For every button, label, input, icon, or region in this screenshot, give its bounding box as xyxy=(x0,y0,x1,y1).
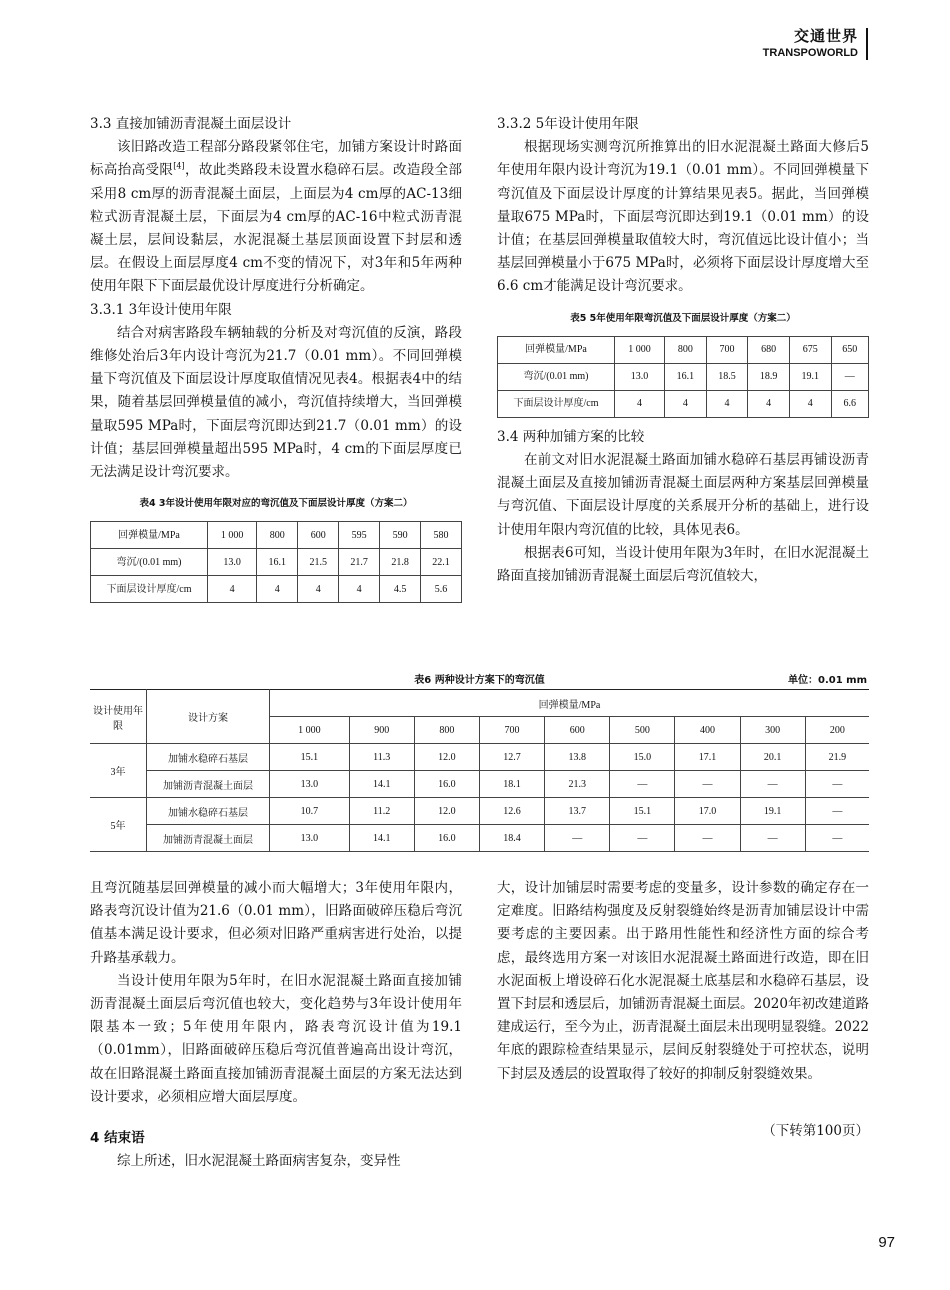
table-cell: 16.0 xyxy=(414,771,479,798)
table-cell: 5.6 xyxy=(421,576,462,603)
table-header-cell: 300 xyxy=(740,717,805,744)
table-cell: 弯沉/(0.01 mm) xyxy=(498,363,615,390)
table-cell: 12.6 xyxy=(479,798,544,825)
table-cell: 下面层设计厚度/cm xyxy=(91,576,208,603)
table-cell: 16.0 xyxy=(414,825,479,852)
table-cell: 10.7 xyxy=(270,798,350,825)
table-cell-plan: 加铺水稳碎石基层 xyxy=(147,744,270,771)
table-header-cell: 设计方案 xyxy=(147,690,270,744)
paragraph: 结合对病害路段车辆轴载的分析及对弯沉值的反演，路段维修处治后3年内设计弯沉为21.7（0.01 mm）。不同回弹模量下弯沉值及下面层设计厚度取值情况见表4。根据表4中的结果，随着基层回弹模量值的减小，弯沉值持续增大，当回弹模量取595 MPa时，下面层弯沉即达到21.7（0.01 mm）的设计值；基层回弹模量超出595 MPa时，4 cm的下面层厚度已无法满足设计弯沉要求。 xyxy=(90,324,462,481)
table-cell: 14.1 xyxy=(349,825,414,852)
table-row xyxy=(498,336,869,363)
paragraph-text: ，故此类路段未设置水稳碎石层。改造段全部采用8 cm厚的沥青混凝土面层，上面层为4 cm厚的AC-13细粒式沥青混凝土层，下面层为4 cm厚的AC-16中粒式沥青混凝土层，层间设黏层，水泥混凝土基层顶面设置下封层和透层。在假设上面层厚度4 cm不变的情况下，对3年和5年两种使用年限下下面层最优设计厚度进行分析确定。 xyxy=(90,162,463,295)
table-cell: 6.6 xyxy=(831,390,868,417)
paragraph-text: 该旧路改造工程部分路段紧邻住宅，加铺方案设计时路面标高抬高受限 xyxy=(90,139,462,179)
table-cell: 21.7 xyxy=(339,549,380,576)
table-cell: 590 xyxy=(380,522,421,549)
table-cell: 12.0 xyxy=(414,798,479,825)
table4 xyxy=(90,521,462,603)
table-row xyxy=(498,363,869,390)
table-cell-year: 3年 xyxy=(90,744,147,798)
left-column-bottom xyxy=(90,877,462,1173)
table5-caption: 表5 5年使用年限弯沉值及下面层设计厚度（方案二） xyxy=(570,312,796,324)
table-header-cell: 500 xyxy=(610,717,675,744)
table-cell: 22.1 xyxy=(421,549,462,576)
table-cell: 21.8 xyxy=(380,549,421,576)
journal-title-en: TRANSPOWORLD xyxy=(762,47,858,60)
table-cell-year: 5年 xyxy=(90,798,147,852)
table-cell: 4 xyxy=(257,576,298,603)
table-cell-plan: 加铺水稳碎石基层 xyxy=(147,798,270,825)
table-cell: 20.1 xyxy=(740,744,805,771)
table-cell: 16.1 xyxy=(257,549,298,576)
paragraph: 综上所述，旧水泥混凝土路面病害复杂，变异性 xyxy=(117,1153,401,1170)
table-cell: 18.9 xyxy=(748,363,790,390)
table-cell: 15.1 xyxy=(270,744,350,771)
table-cell: — xyxy=(805,825,869,852)
section-heading-3-3: 3.3 直接加铺沥青混凝土面层设计 xyxy=(90,116,292,132)
table-cell-plan: 加铺沥青混凝土面层 xyxy=(147,771,270,798)
table-cell: 675 xyxy=(789,336,831,363)
table-cell: 13.0 xyxy=(615,363,665,390)
table-cell: 580 xyxy=(421,522,462,549)
table-cell: 1 000 xyxy=(615,336,665,363)
table-cell: 13.8 xyxy=(545,744,610,771)
table-cell: 回弹模量/MPa xyxy=(91,522,208,549)
table-cell: 13.0 xyxy=(208,549,257,576)
table-row xyxy=(90,771,869,798)
table-cell: — xyxy=(831,363,868,390)
table-row xyxy=(91,549,462,576)
paragraph: 且弯沉随基层回弹模量的减小而大幅增大；3年使用年限内，路表弯沉设计值为21.6（0.01 mm），旧路面破碎压稳后弯沉值基本满足设计要求，但必须对旧路严重病害进行处治，以提升路基承载力。 xyxy=(90,880,462,966)
table-cell-plan: 加铺沥青混凝土面层 xyxy=(147,825,270,852)
table-cell: 21.5 xyxy=(298,549,339,576)
table-cell: 17.1 xyxy=(675,744,740,771)
table-cell: 11.3 xyxy=(349,744,414,771)
journal-title-cn: 交通世界 xyxy=(793,27,858,45)
table-cell: 21.3 xyxy=(545,771,610,798)
table-cell: 13.0 xyxy=(270,771,350,798)
table-row xyxy=(91,522,462,549)
table-cell: 4 xyxy=(298,576,339,603)
right-column-top xyxy=(497,113,869,588)
table-cell: 15.1 xyxy=(610,798,675,825)
table-cell: 600 xyxy=(298,522,339,549)
table-cell: 4.5 xyxy=(380,576,421,603)
table-row xyxy=(90,798,869,825)
table-header-cell: 回弹模量/MPa xyxy=(270,690,870,717)
table-cell: 19.1 xyxy=(740,798,805,825)
table-cell: 21.9 xyxy=(805,744,869,771)
table6 xyxy=(90,689,869,852)
table-cell: — xyxy=(805,798,869,825)
table-cell: 15.0 xyxy=(610,744,675,771)
table-cell: 回弹模量/MPa xyxy=(498,336,615,363)
table-header-cell: 600 xyxy=(545,717,610,744)
continued-note: （下转第100页） xyxy=(762,1122,869,1139)
table-cell: 12.7 xyxy=(479,744,544,771)
table6-caption: 表6 两种设计方案下的弯沉值 xyxy=(414,675,545,686)
table-cell: — xyxy=(740,825,805,852)
paragraph: 根据表6可知，当设计使用年限为3年时，在旧水泥混凝土路面直接加铺沥青混凝土面层后弯沉值较大， xyxy=(497,544,869,585)
table-cell: 18.1 xyxy=(479,771,544,798)
table-row xyxy=(90,825,869,852)
journal-header xyxy=(763,28,868,60)
table-cell: — xyxy=(610,771,675,798)
paragraph: 当设计使用年限为5年时，在旧水泥混凝土路面直接加铺沥青混凝土面层后弯沉值也较大，变化趋势与3年设计使用年限基本一致；5年使用年限内，路表弯沉设计值为19.1（0.01mm），旧路面破碎压稳后弯沉值普遍高出设计弯沉，故在旧路混凝土路面直接加铺沥青混凝土面层的方案无法达到设计要求，必须相应增大面层厚度。 xyxy=(90,972,462,1105)
table-cell: 700 xyxy=(706,336,748,363)
table-cell: — xyxy=(675,771,740,798)
table-cell: 4 xyxy=(615,390,665,417)
table-cell: — xyxy=(740,771,805,798)
table-cell: 13.7 xyxy=(545,798,610,825)
table-header-cell: 900 xyxy=(349,717,414,744)
citation-ref: [4] xyxy=(173,161,185,171)
table-header-row xyxy=(90,690,869,717)
table-cell: 4 xyxy=(706,390,748,417)
table-cell: 弯沉/(0.01 mm) xyxy=(91,549,208,576)
table-header-cell: 设计使用年限 xyxy=(90,690,147,744)
table-header-cell: 800 xyxy=(414,717,479,744)
left-column-top xyxy=(90,113,462,603)
table-cell: 1 000 xyxy=(208,522,257,549)
table-cell: 18.5 xyxy=(706,363,748,390)
table-cell: 17.0 xyxy=(675,798,740,825)
section-heading-3-3-1: 3.3.1 3年设计使用年限 xyxy=(90,301,232,318)
table-cell: — xyxy=(610,825,675,852)
table4-caption: 表4 3年设计使用年限对应的弯沉值及下面层设计厚度（方案二） xyxy=(139,498,413,510)
table-cell: 13.0 xyxy=(270,825,350,852)
table6-caption-row xyxy=(90,671,869,687)
table-cell: 18.4 xyxy=(479,825,544,852)
right-column-bottom xyxy=(497,877,869,1143)
table-cell: 14.1 xyxy=(349,771,414,798)
section-heading-3-3-2: 3.3.2 5年设计使用年限 xyxy=(497,116,639,132)
table-cell: 595 xyxy=(339,522,380,549)
table-cell: 19.1 xyxy=(789,363,831,390)
page-number: 97 xyxy=(878,1234,895,1251)
table-cell: 4 xyxy=(339,576,380,603)
table-cell: 680 xyxy=(748,336,790,363)
table-cell: 4 xyxy=(748,390,790,417)
table6-unit: 单位：0.01 mm xyxy=(788,675,867,686)
table-row xyxy=(90,744,869,771)
table6-block xyxy=(90,671,869,852)
table-cell: 650 xyxy=(831,336,868,363)
table5 xyxy=(497,336,869,418)
table-cell: 4 xyxy=(208,576,257,603)
table-row xyxy=(91,576,462,603)
table-header-cell: 1 000 xyxy=(270,717,350,744)
table-cell: — xyxy=(675,825,740,852)
paragraph: 根据现场实测弯沉所推算出的旧水泥混凝土路面大修后5年使用年限内设计弯沉为19.1（0.01 mm）。不同回弹模量下弯沉值及下面层设计厚度的计算结果见表5。据此，当回弹模量取675 MPa时，下面层弯沉即达到19.1（0.01 mm）的设计值；在基层回弹模量取值较大时，弯沉值远比设计值小；当基层回弹模量小于675 MPa时，必须将下面层设计厚度增大至6.6 cm才能满足设计弯沉要求。 xyxy=(497,139,869,295)
table-cell: 4 xyxy=(789,390,831,417)
table-cell: — xyxy=(545,825,610,852)
table-row xyxy=(498,390,869,417)
paragraph: 大，设计加铺层时需要考虑的变量多，设计参数的确定存在一定难度。旧路结构强度及反射裂缝始终是沥青加铺层设计中需要考虑的主要因素。出于路用性能性和经济性方面的综合考虑，最终选用方案一对该旧水泥混凝土路面进行改造，即在旧水泥面板上增设碎石化水泥混凝土底基层和水稳碎石基层，设置下封层和透层后，加铺沥青混凝土面层。2020年初改建道路建成运行，至今为止，沥青混凝土面层未出现明显裂缝。2022年底的跟踪检查结果显示，层间反射裂缝处于可控状态，说明下封层及透层的设置取得了较好的抑制反射裂缝效果。 xyxy=(497,880,869,1082)
paragraph xyxy=(90,136,462,298)
table-header-cell: 400 xyxy=(675,717,740,744)
table-header-cell: 200 xyxy=(805,717,869,744)
table-cell: 下面层设计厚度/cm xyxy=(498,390,615,417)
table-cell: 11.2 xyxy=(349,798,414,825)
table-cell: 800 xyxy=(665,336,707,363)
table-cell: 4 xyxy=(665,390,707,417)
table-cell: 16.1 xyxy=(665,363,707,390)
section-heading-3-4: 3.4 两种加铺方案的比较 xyxy=(497,428,645,445)
table-cell: 12.0 xyxy=(414,744,479,771)
table-cell: — xyxy=(805,771,869,798)
table-cell: 800 xyxy=(257,522,298,549)
table-header-cell: 700 xyxy=(479,717,544,744)
paragraph: 在前文对旧水泥混凝土路面加铺水稳碎石基层再铺设沥青混凝土面层及直接加铺沥青混凝土面层两种方案基层回弹模量与弯沉值、下面层设计厚度的关系展开分析的基础上，进行设计使用年限内弯沉值的比较，具体见表6。 xyxy=(497,452,869,538)
section-heading-4: 4 结束语 xyxy=(90,1130,145,1147)
